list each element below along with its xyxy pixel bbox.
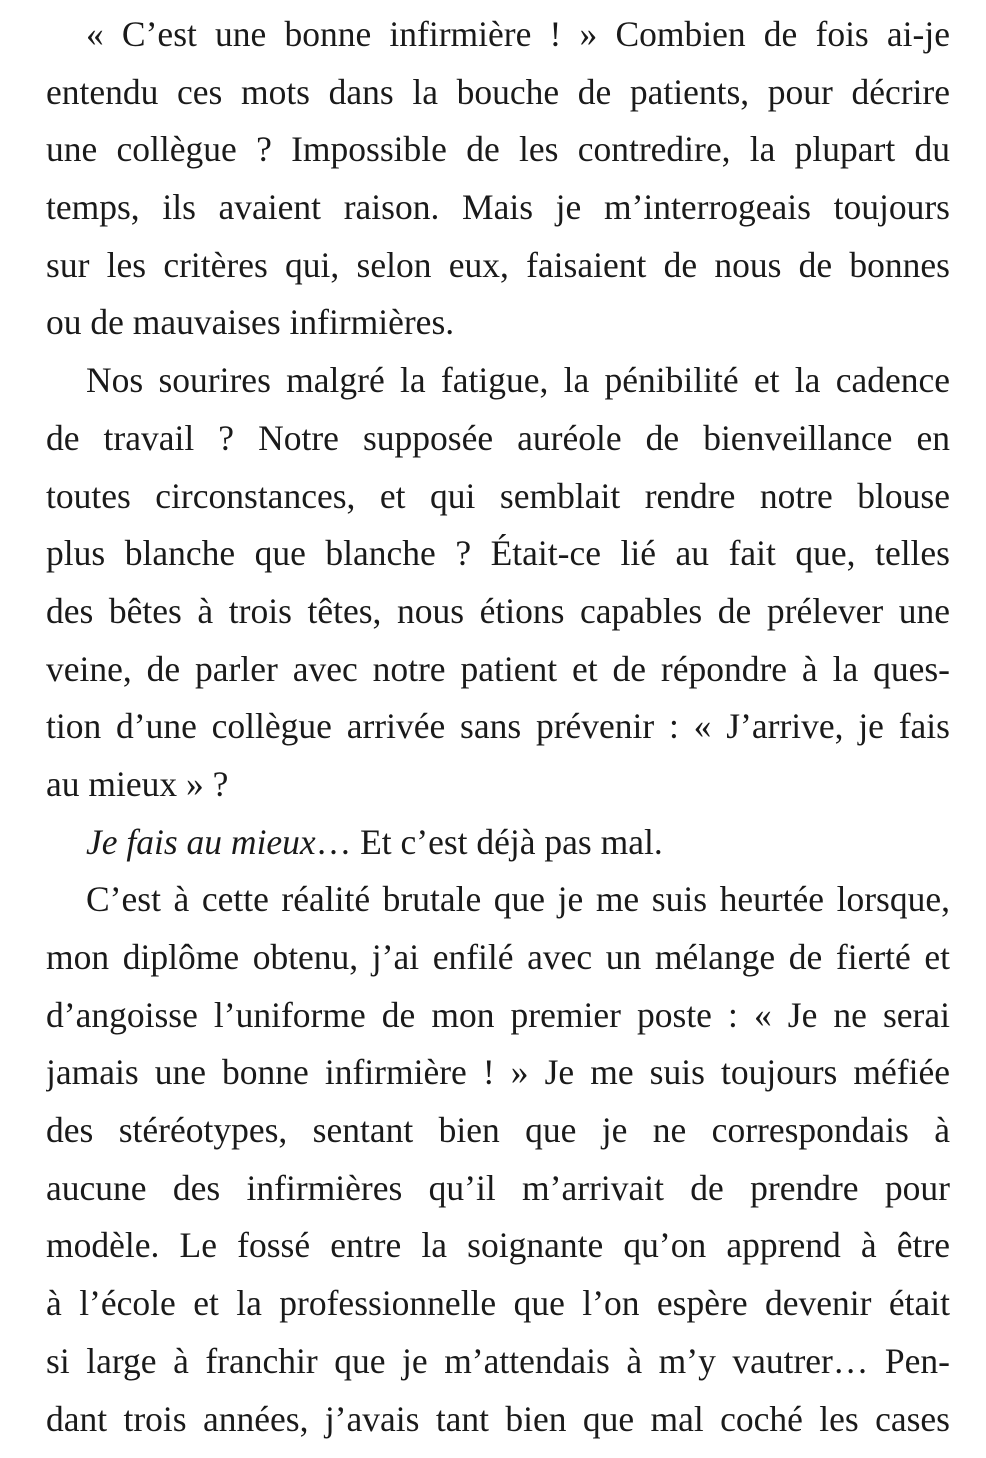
paragraph-2	[46, 352, 950, 814]
text-line: tion d’une collègue arrivée sans prévenir : « J’arrive, je fais	[46, 706, 950, 747]
text-line: ou de mauvaises infirmières.	[46, 302, 455, 343]
paragraph-4	[46, 871, 950, 1448]
text-line: dant trois années, j’avais tant bien que mal coché les cases	[46, 1398, 950, 1439]
text-line: des stéréotypes, sentant bien que je ne correspondais à	[46, 1110, 950, 1151]
text-line: de travail ? Notre supposée auréole de bienveillance en	[46, 417, 950, 458]
text-line: toutes circonstances, et qui semblait rendre notre blouse	[46, 475, 950, 516]
text-line: modèle. Le fossé entre la soignante qu’on apprend à être	[46, 1225, 950, 1266]
book-page	[46, 6, 950, 1448]
plain-phrase: … Et c’est déjà pas mal.	[315, 821, 663, 862]
text-line: aucune des infirmières qu’il m’arrivait de prendre pour	[46, 1167, 950, 1208]
text-line: à l’école et la professionnelle que l’on espère devenir était	[46, 1283, 950, 1324]
text-line: plus blanche que blanche ? Était-ce lié au fait que, telles	[46, 533, 950, 574]
text-line: au mieux » ?	[46, 763, 229, 804]
text-line: temps, ils avaient raison. Mais je m’interrogeais toujours	[46, 187, 950, 228]
text-line: veine, de parler avec notre patient et de répondre à la ques-	[46, 648, 950, 689]
text-line: une collègue ? Impossible de les contredire, la plupart du	[46, 129, 950, 170]
text-line: Nos sourires malgré la fatigue, la pénibilité et la cadence	[86, 360, 950, 401]
paragraph-3	[46, 814, 950, 872]
text-line	[46, 814, 950, 872]
text-line: des bêtes à trois têtes, nous étions capables de prélever une	[46, 590, 950, 631]
text-line: si large à franchir que je m’attendais à m’y vautrer… Pen-	[46, 1340, 950, 1381]
text-line: « C’est une bonne infirmière ! » Combien de fois ai-je	[86, 14, 950, 54]
paragraph-1	[46, 6, 950, 352]
text-line: jamais une bonne infirmière ! » Je me suis toujours méfiée	[46, 1052, 950, 1093]
text-line: mon diplôme obtenu, j’ai enfilé avec un mélange de fierté et	[46, 937, 950, 977]
text-line: d’angoisse l’uniforme de mon premier poste : « Je ne serai	[46, 994, 950, 1035]
text-line: sur les critères qui, selon eux, faisaient de nous de bonnes	[46, 244, 950, 285]
italic-phrase: Je fais au mieux	[86, 821, 316, 862]
text-line: C’est à cette réalité brutale que je me suis heurtée lorsque,	[86, 879, 950, 920]
text-line: entendu ces mots dans la bouche de patients, pour décrire	[46, 71, 950, 112]
